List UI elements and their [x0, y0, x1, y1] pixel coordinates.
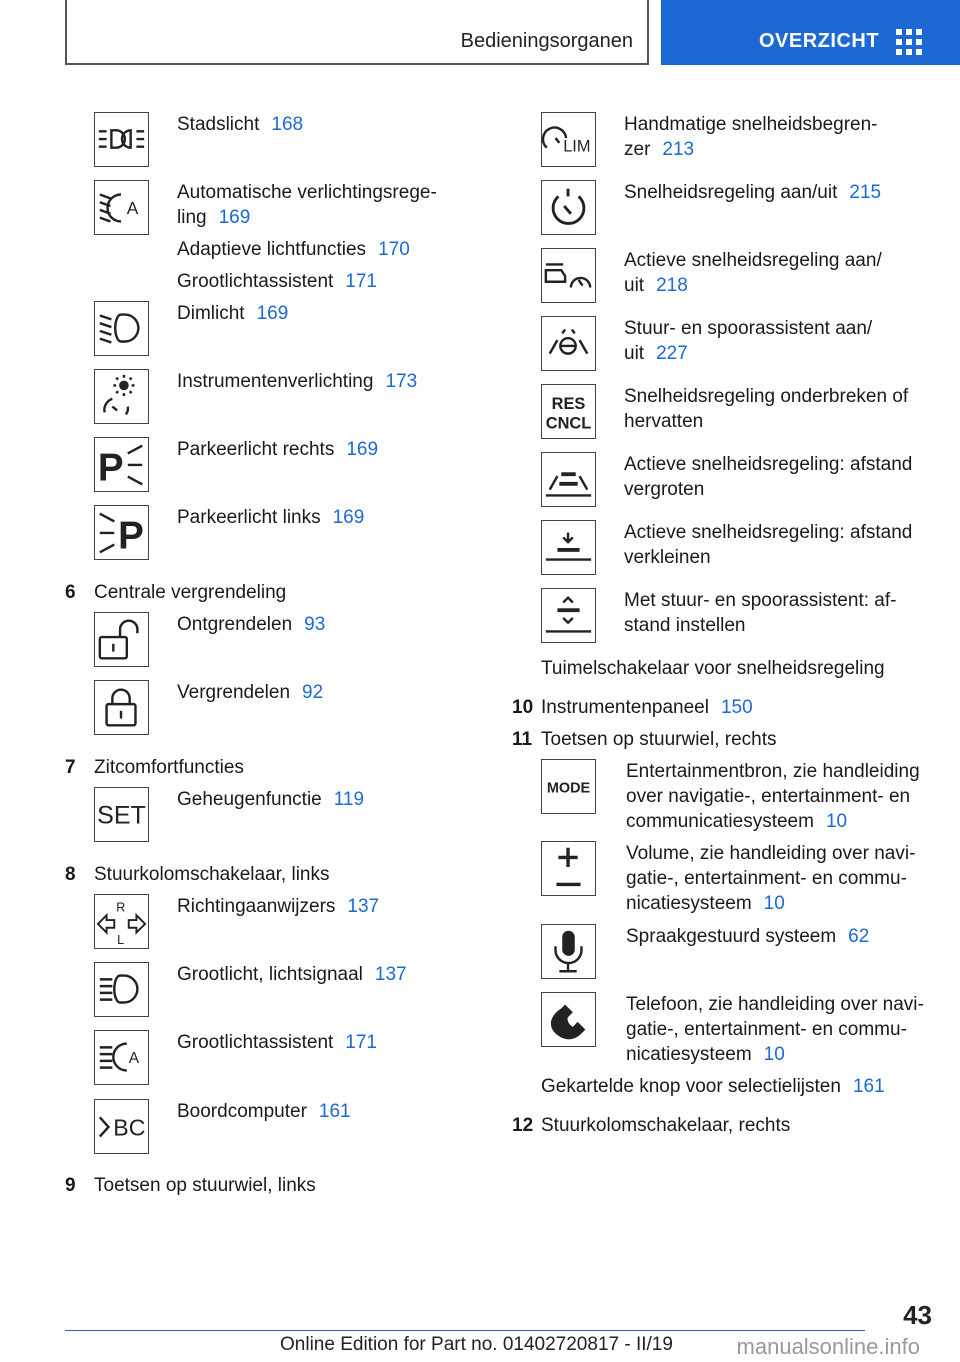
cruise-control-icon: [541, 180, 596, 235]
entry-text: Dimlicht 169: [177, 303, 289, 324]
entry-text: nicatiesysteem 10: [626, 1044, 785, 1065]
entry-text: Vergrendelen 92: [177, 682, 324, 703]
grid-menu-icon[interactable]: [896, 29, 922, 53]
page-number: 43: [903, 1300, 932, 1330]
page-ref-link[interactable]: 171: [345, 1032, 377, 1053]
page-ref-link[interactable]: 119: [333, 789, 365, 810]
section-title: Toetsen op stuurwiel, rechts: [541, 729, 777, 750]
distance-decrease-icon: [541, 520, 596, 575]
entry-text: Spraakgestuurd systeem 62: [626, 926, 870, 947]
entry-text: Handmatige snelheidsbegren-: [624, 114, 878, 135]
section-title: Instrumentenpaneel 150: [541, 697, 753, 718]
microphone-icon: [541, 924, 596, 979]
page-ref-link[interactable]: 171: [345, 271, 377, 292]
page-ref-link[interactable]: 215: [849, 182, 882, 203]
page-ref-link[interactable]: 169: [332, 507, 365, 528]
entry-text: Snelheidsregeling onderbreken of: [624, 386, 909, 407]
phone-icon: [541, 992, 596, 1047]
page-ref-link[interactable]: 169: [218, 207, 251, 228]
instrument-lighting-icon: [94, 369, 149, 424]
page-ref-link[interactable]: 161: [852, 1076, 885, 1097]
section-title: Toetsen op stuurwiel, links: [94, 1175, 316, 1196]
section-number: 9: [65, 1175, 76, 1196]
set-icon: [94, 787, 149, 842]
entry-text: Grootlicht, lichtsignaal 137: [177, 964, 407, 985]
res-cncl-icon: [541, 384, 596, 439]
distance-set-icon: [541, 588, 596, 643]
entry-text: Actieve snelheidsregeling: afstand: [624, 522, 913, 543]
entry-text: Geheugenfunctie 119: [177, 789, 365, 810]
mode-icon-text: MODE: [546, 780, 591, 797]
entry-text: Boordcomputer 161: [177, 1101, 351, 1122]
page-ref-link[interactable]: 10: [825, 811, 848, 832]
unlock-icon: [94, 612, 149, 667]
section-number: 8: [65, 864, 76, 885]
entry-text: gatie-, entertainment- en commu-: [626, 1019, 907, 1040]
lock-icon: [94, 680, 149, 735]
entry-text: Volume, zie handleiding over navi-: [626, 843, 916, 864]
turn-signal-icon: [94, 894, 149, 949]
entry-text: nicatiesysteem 10: [626, 893, 785, 914]
page-ref-link[interactable]: 169: [346, 439, 379, 460]
rocker-caption: Tuimelschakelaar voor snelheidsregeling: [541, 658, 885, 679]
entry-text: Automatische verlichtingsrege-: [177, 182, 437, 203]
bc-icon-text: BC: [113, 1114, 146, 1141]
lim-icon-text: LIM: [563, 137, 591, 156]
page-ref-link[interactable]: 169: [256, 303, 289, 324]
page-ref-link[interactable]: 170: [378, 239, 410, 260]
section-number: 10: [512, 697, 534, 718]
header-section: [65, 0, 649, 65]
entry-text: Instrumentenverlichting 173: [177, 371, 418, 392]
entry-text: Adaptieve lichtfuncties 170: [177, 239, 410, 260]
page-ref-link[interactable]: 161: [318, 1101, 351, 1122]
page-ref-link[interactable]: 168: [271, 114, 304, 135]
distance-increase-icon: [541, 452, 596, 507]
entry-text: communicatiesysteem 10: [626, 811, 848, 832]
parking-light-icon: [94, 112, 149, 167]
page-ref-link[interactable]: 10: [763, 1044, 785, 1065]
high-beam-assist-icon: [94, 1030, 149, 1085]
auto-lighting-icon: [94, 180, 149, 235]
speed-limiter-icon: [541, 112, 596, 167]
parking-p-letter: P: [118, 514, 144, 558]
section-title: Stuurkolomschakelaar, rechts: [541, 1115, 791, 1136]
overview-tab[interactable]: [661, 0, 960, 65]
entry-text: Actieve snelheidsregeling: afstand: [624, 454, 913, 475]
page-ref-link[interactable]: 62: [848, 926, 870, 947]
edition-text: Online Edition for Part no. 01402720817 - II/19: [280, 1334, 673, 1355]
entry-text: Grootlichtassistent 171: [177, 1032, 377, 1053]
entry-text: uit 218: [624, 275, 688, 296]
entry-text: verkleinen: [624, 547, 711, 568]
entry-text: stand instellen: [624, 615, 746, 636]
entry-text: Met stuur- en spoorassistent: af-: [624, 590, 897, 611]
page-ref-link[interactable]: 92: [302, 682, 324, 703]
volume-icon: [541, 841, 596, 896]
parking-light-left-icon: [94, 505, 149, 560]
low-beam-icon: [94, 301, 149, 356]
entry-text: Grootlichtassistent 171: [177, 271, 377, 292]
parking-light-right-icon: [94, 437, 149, 492]
entry-text: vergroten: [624, 479, 705, 500]
set-icon-text: SET: [97, 801, 146, 830]
entry-text: hervatten: [624, 411, 704, 432]
page-ref-link[interactable]: 213: [662, 139, 695, 160]
auto-letter: A: [128, 1049, 140, 1067]
section-number: 12: [512, 1115, 534, 1136]
auto-letter: A: [126, 197, 139, 218]
entry-text: Parkeerlicht rechts 169: [177, 439, 379, 460]
knob-caption: Gekartelde knop voor selectielijsten 161: [541, 1076, 885, 1097]
page-ref-link[interactable]: 150: [720, 697, 753, 718]
page-ref-link[interactable]: 93: [304, 614, 326, 635]
entry-text: Entertainmentbron, zie handleiding: [626, 761, 920, 782]
entry-text: Parkeerlicht links 169: [177, 507, 365, 528]
watermark: manualsonline.info: [736, 1334, 920, 1359]
header-section-title: Bedieningsorganen: [460, 30, 633, 52]
entry-text: Snelheidsregeling aan/uit 215: [624, 182, 882, 203]
section-number: 7: [65, 757, 76, 778]
entry-text: over navigatie-, entertainment- en: [626, 786, 911, 807]
parking-p-letter: P: [97, 446, 124, 490]
res-icon-text: RES: [551, 395, 586, 414]
entry-text: Actieve snelheidsregeling aan/: [624, 250, 882, 271]
active-cruise-icon: [541, 248, 596, 303]
entry-text: ling 169: [177, 207, 251, 228]
section-title: Centrale vergrendeling: [94, 582, 287, 603]
section-title: Stuurkolomschakelaar, links: [94, 864, 330, 885]
page-ref-link[interactable]: 10: [763, 893, 785, 914]
entry-text: Telefoon, zie handleiding over navi-: [626, 994, 924, 1015]
entry-text: zer 213: [624, 139, 695, 160]
section-number: 6: [65, 582, 76, 603]
right-letter: R: [116, 900, 126, 915]
page-ref-link[interactable]: 227: [656, 343, 688, 364]
page-ref-link[interactable]: 137: [374, 964, 407, 985]
board-computer-icon: [94, 1099, 149, 1154]
mode-icon: [541, 759, 596, 814]
page-ref-link[interactable]: 137: [347, 896, 380, 917]
entry-text: uit 227: [624, 343, 688, 364]
entry-text: gatie-, entertainment- en commu-: [626, 868, 907, 889]
footer-divider: [65, 1330, 865, 1331]
section-number: 11: [512, 729, 533, 750]
steering-assist-icon: [541, 316, 596, 371]
cncl-icon-text: CNCL: [545, 414, 592, 433]
page-ref-link[interactable]: 173: [385, 371, 418, 392]
left-letter: L: [117, 933, 125, 948]
entry-text: Stuur- en spoorassistent aan/: [624, 318, 873, 339]
entry-text: Stadslicht 168: [177, 114, 304, 135]
section-title: Zitcomfortfuncties: [94, 757, 244, 778]
entry-text: Ontgrendelen 93: [177, 614, 326, 635]
overview-tab-label: OVERZICHT: [759, 30, 880, 52]
entry-text: Richtingaanwijzers 137: [177, 896, 380, 917]
page-ref-link[interactable]: 218: [656, 275, 688, 296]
high-beam-icon: [94, 962, 149, 1017]
